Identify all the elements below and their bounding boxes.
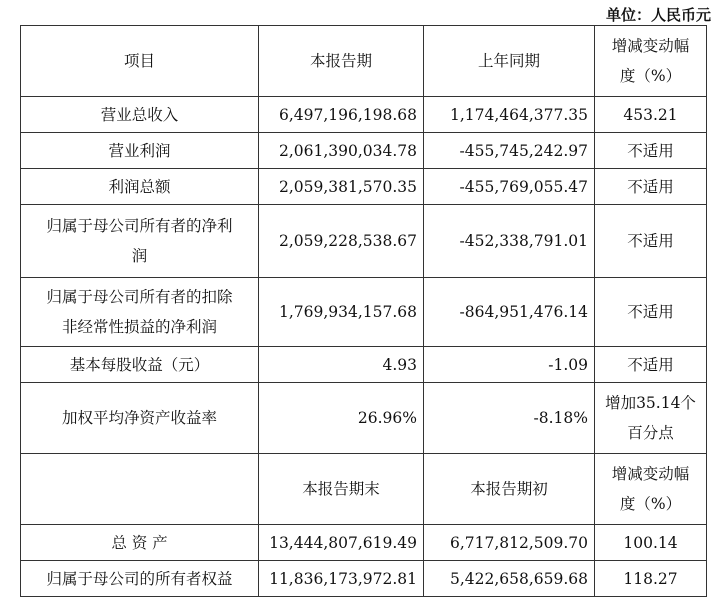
prior-value: -864,951,476.14 [424,278,595,347]
prior-value: -8.18% [424,383,595,454]
prior-value: -455,745,242.97 [424,133,595,169]
table-row [21,383,707,454]
header-change [595,454,707,525]
row-label-line1: 归属于母公司所有者的扣除 [46,288,233,306]
current-value: 4.93 [259,347,424,383]
current-value: 2,059,381,570.35 [259,169,424,205]
header-row-2 [21,454,707,525]
row-label: 利润总额 [21,169,259,205]
row-label [21,278,259,347]
prior-value: -1.09 [424,347,595,383]
change-value: 不适用 [595,205,707,278]
table-row [21,169,707,205]
table-row [21,525,707,561]
row-label-line1: 归属于母公司所有者的净利 [46,217,233,235]
row-label: 营业利润 [21,133,259,169]
header-empty [21,454,259,525]
financial-summary-table [20,25,707,597]
change-value: 100.14 [595,525,707,561]
table-row [21,347,707,383]
change-value: 不适用 [595,278,707,347]
header-change [595,26,707,97]
prior-value: -455,769,055.47 [424,169,595,205]
change-value: 118.27 [595,561,707,597]
table-row [21,561,707,597]
begin-value: 5,422,658,659.68 [424,561,595,597]
change-value: 不适用 [595,347,707,383]
unit-label: 单位：人民币元 [605,6,711,24]
change-line1: 增加35.14个 [605,394,696,412]
header-period-end: 本报告期末 [259,454,424,525]
current-value: 26.96% [259,383,424,454]
header-change-line1: 增减变动幅 [611,37,690,55]
row-label: 营业总收入 [21,97,259,133]
end-value: 13,444,807,619.49 [259,525,424,561]
header-change-line2: 度（%） [619,495,682,513]
row-label-line2: 非经常性损益的净利润 [61,318,217,336]
table-row [21,205,707,278]
current-value: 1,769,934,157.68 [259,278,424,347]
current-value: 2,059,228,538.67 [259,205,424,278]
table-row [21,97,707,133]
row-label: 基本每股收益（元） [21,347,259,383]
header-change-line1: 增减变动幅 [611,465,690,483]
change-line2: 百分点 [627,424,674,442]
row-label: 归属于母公司的所有者权益 [21,561,259,597]
change-value: 不适用 [595,169,707,205]
header-period-begin: 本报告期初 [424,454,595,525]
header-item: 项目 [21,26,259,97]
prior-value: -452,338,791.01 [424,205,595,278]
row-label [21,205,259,278]
row-label-line2: 润 [131,247,148,265]
prior-value: 1,174,464,377.35 [424,97,595,133]
header-current-period: 本报告期 [259,26,424,97]
table-row [21,133,707,169]
end-value: 11,836,173,972.81 [259,561,424,597]
table-row [21,278,707,347]
current-value: 2,061,390,034.78 [259,133,424,169]
change-value [595,383,707,454]
change-value: 不适用 [595,133,707,169]
begin-value: 6,717,812,509.70 [424,525,595,561]
header-prior-period: 上年同期 [424,26,595,97]
row-label: 加权平均净资产收益率 [21,383,259,454]
current-value: 6,497,196,198.68 [259,97,424,133]
header-row [21,26,707,97]
header-change-line2: 度（%） [619,67,682,85]
row-label: 总 资 产 [21,525,259,561]
change-value: 453.21 [595,97,707,133]
